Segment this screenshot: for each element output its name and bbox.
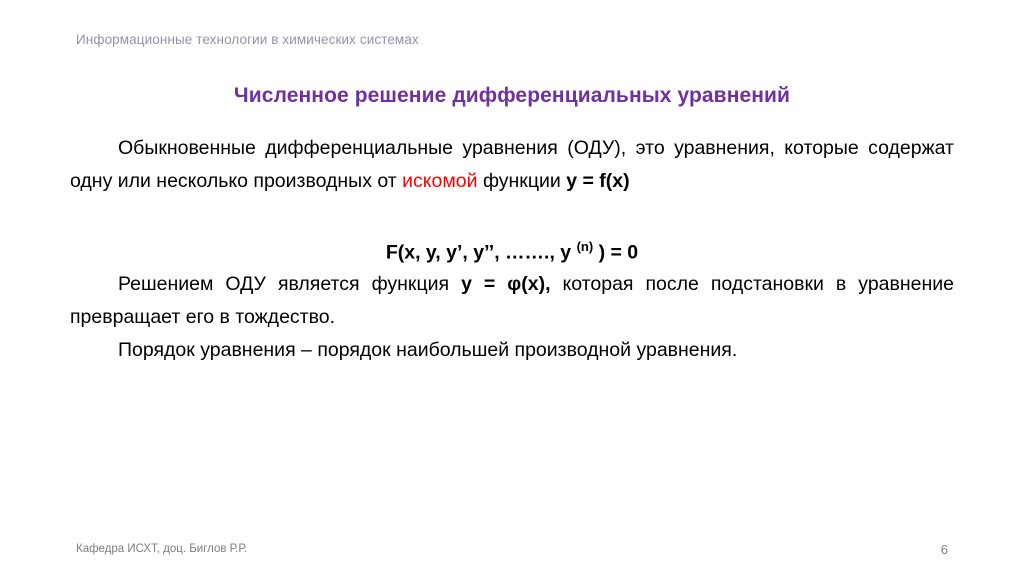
paragraph-definition-text-1: Обыкновенные дифференциальные уравнения (ОДУ), это уравнения, которые содержат одну или несколько производных от: [70, 137, 954, 192]
formula-tail-text: ) = 0: [593, 241, 639, 264]
slide-body: [70, 132, 954, 367]
paragraph-definition-function: y = f(x): [566, 170, 630, 192]
paragraph-order: Порядок уравнения – порядок наибольшей производной уравнения.: [118, 338, 738, 361]
paragraph-solution: [70, 268, 954, 334]
header-note: Информационные технологии в химических системах: [76, 32, 419, 47]
paragraph-definition-text-2: функции: [477, 170, 567, 192]
formula-superscript: (n): [576, 239, 594, 254]
footer-page-number: 6: [940, 542, 948, 557]
formula-general-ode: [70, 232, 954, 268]
footer-author: Кафедра ИСХТ, доц. Биглов Р.Р.: [76, 543, 248, 555]
paragraph-definition-accent: искомой: [402, 170, 478, 192]
paragraph-solution-function: y = φ(x),: [461, 272, 551, 295]
page-title: Численное решение дифференциальных уравнений: [233, 84, 791, 107]
paragraph-solution-text-1: Решением ОДУ является функция: [118, 272, 462, 295]
paragraph-solution-text-2: которая после подстановки в уравнение превращает его в тождество.: [70, 272, 954, 328]
paragraph-definition: [70, 132, 954, 198]
formula-main-text: F(x, y, y’, y’’, ……., y: [385, 241, 577, 264]
